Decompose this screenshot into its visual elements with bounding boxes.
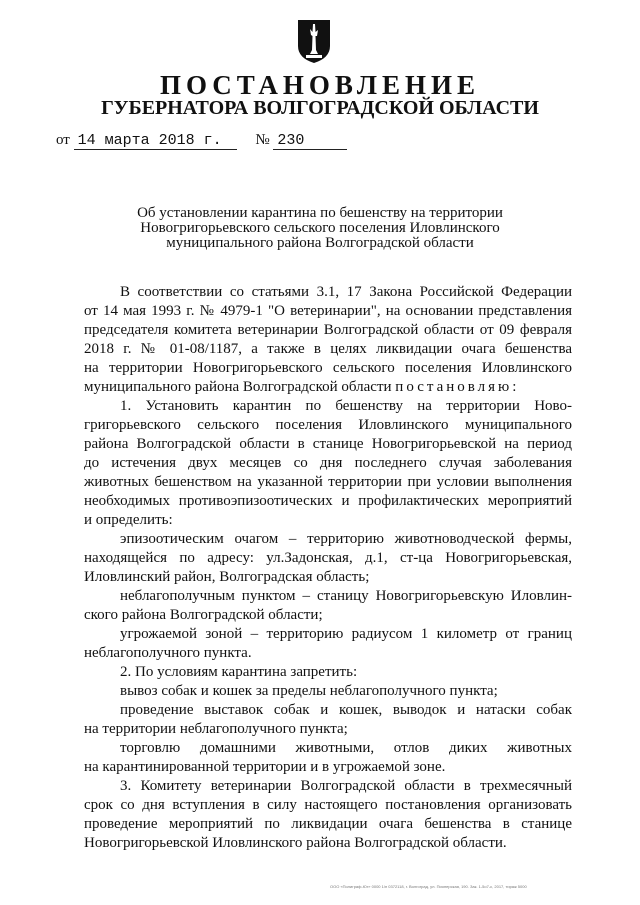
- text-line: находящейся по адресу: ул.Задонская, д.1, ст-ца Новогригорьевская,: [84, 550, 572, 566]
- text-line: Иловлинский район, Волгоградская область;: [84, 569, 370, 585]
- document-date: 14 марта 2018 г.: [74, 132, 237, 150]
- intro-last-line: муниципального района Волгоградской области: [84, 379, 392, 395]
- text-line: на карантинированной территории и в угрожаемой зоне.: [84, 759, 446, 775]
- text-line: неблагополучного пункта.: [84, 645, 252, 661]
- printer-footer: ООО «Полиграф-Юг» 0000 1/н 0372118, г. Волгоград, ул. Пионерская, 190. Зак. 1-5о7-с, 2017, тираж 5000: [330, 884, 527, 889]
- text-line: председателя комитета ветеринарии Волгоградской области от 09 февраля: [84, 322, 572, 338]
- text-line: 1. Установить карантин по бешенству на территории Ново-: [120, 398, 572, 414]
- text-line: неблагополучным пунктом – станицу Новогригорьевскую Иловлин-: [120, 588, 572, 604]
- text-line: проведение выставок собак и кошек, выводок и натаски собак: [120, 702, 572, 718]
- document-title: ПОСТАНОВЛЕНИЕ: [159, 70, 481, 100]
- text-line: вывоз собак и кошек за пределы неблагополучного пункта;: [120, 683, 498, 699]
- text-line: Новогригорьевской Иловлинского района Волгоградской области.: [84, 835, 507, 851]
- number-prefix: №: [255, 132, 270, 148]
- document-body: [84, 283, 572, 853]
- text-line: района Волгоградской области в станице Новогригорьевской на период: [84, 436, 572, 452]
- text-line: 2018 г. № 01-08/1187, а также в целях ликвидации очага бешенства: [84, 341, 572, 357]
- text-line: угрожаемой зоной – территорию радиусом 1 километр от границ: [120, 626, 572, 642]
- text-line: 3. Комитету ветеринарии Волгоградской области в трехмесячный: [120, 778, 572, 794]
- text-line: [84, 378, 572, 397]
- text-line: на территории Новогригорьевского сельского поселения Иловлинского: [84, 360, 572, 376]
- text-line: григорьевского сельского поселения Иловлинского муниципального: [84, 417, 572, 433]
- subject-line: Новогригорьевского сельского поселения Иловлинского: [140, 220, 500, 236]
- text-line: необходимых противоэпизоотических и профилактических мероприятий: [84, 493, 572, 509]
- text-line: до истечения двух месяцев со дня последнего случая заболевания: [84, 455, 572, 471]
- document-subject: [120, 206, 520, 251]
- text-line: эпизоотическим очагом – территорию животноводческой фермы,: [120, 531, 572, 547]
- text-line: от 14 мая 1993 г. № 4979-1 "О ветеринарии", на основании представления: [84, 303, 572, 319]
- text-line: 2. По условиям карантина запретить:: [120, 664, 358, 680]
- text-line: и определить:: [84, 512, 173, 528]
- text-line: В соответствии со статьями 3.1, 17 Закона Российской Федерации: [120, 284, 572, 300]
- coat-of-arms-emblem: [296, 18, 332, 64]
- subject-line: муниципального района Волгоградской области: [166, 235, 474, 251]
- text-line: ского района Волгоградской области;: [84, 607, 323, 623]
- decree-word: постановляю:: [395, 379, 520, 395]
- text-line: проведение мероприятий по ликвидации очага бешенства в станице: [84, 816, 572, 832]
- date-number-line: [56, 132, 347, 150]
- subject-line: Об установлении карантина по бешенству на территории: [137, 205, 503, 221]
- text-line: животных бешенством на указанной территории при условии выполнения: [84, 474, 572, 490]
- text-line: на территории неблагополучного пункта;: [84, 721, 348, 737]
- document-number: 230: [273, 132, 347, 150]
- text-line: срок со дня вступления в силу настоящего постановления организовать: [84, 797, 572, 813]
- date-prefix: от: [56, 132, 70, 148]
- document-subtitle: ГУБЕРНАТОРА ВОЛГОГРАДСКОЙ ОБЛАСТИ: [101, 97, 539, 119]
- text-line: торговлю домашними животными, отлов диких животных: [120, 740, 572, 756]
